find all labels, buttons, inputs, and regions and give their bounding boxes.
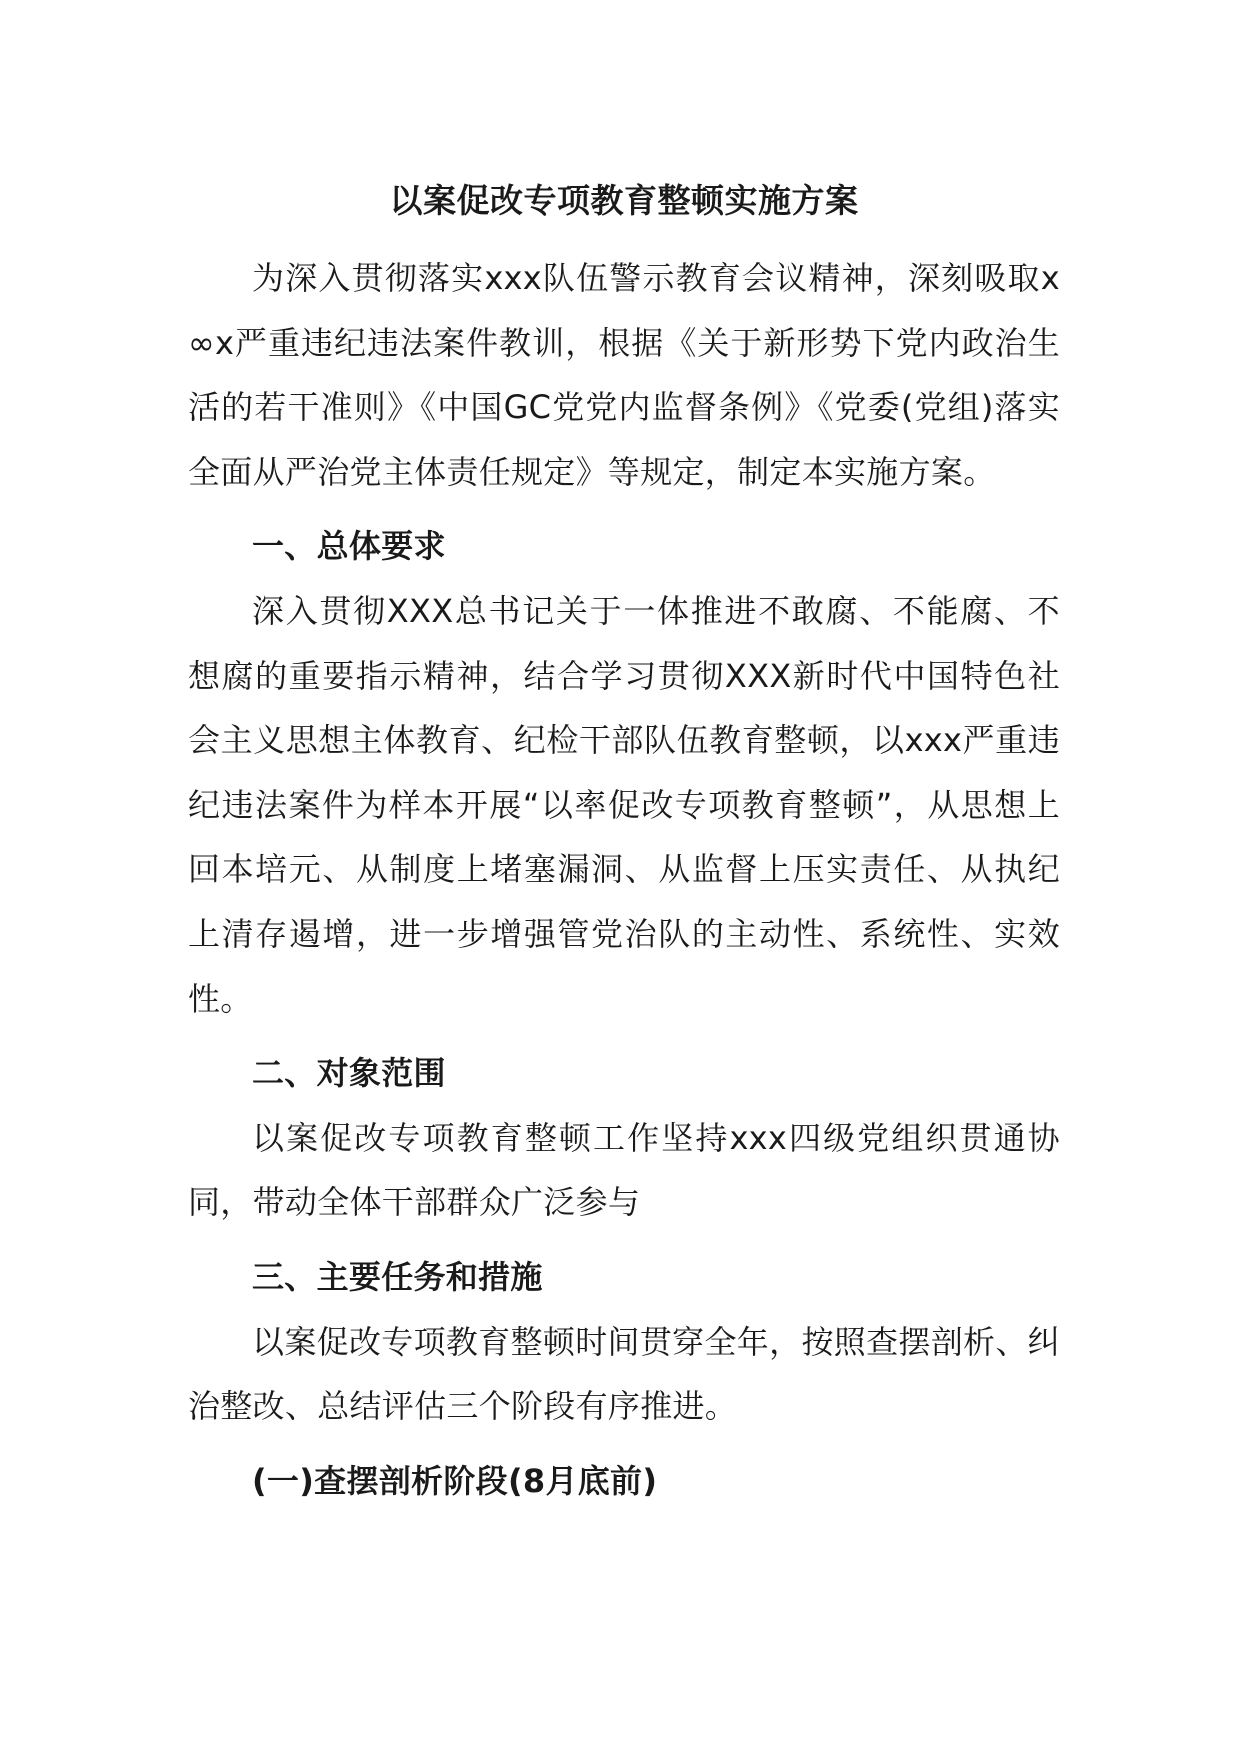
subsection-heading-stage-one: (一)查摆剖析阶段(8月底前) [252, 1461, 658, 1500]
document-body [188, 170, 1060, 1513]
intro-paragraph: 为深入贯彻落实xxx队伍警示教育会议精神，深刻吸取x∞x严重违纪违法案件教训，根据《关于新形势下党内政治生活的若干准则》《中国GC党党内监督条例》《党委(党组)落实全面从严治党主体责任规定》等规定，制定本实施方案。 [188, 259, 1060, 491]
section-paragraph-general-requirements: 深入贯彻XXX总书记关于一体推进不敢腐、不能腐、不想腐的重要指示精神，结合学习贯彻XXX新时代中国特色社会主义思想主体教育、纪检干部队伍教育整顿，以xxx严重违纪违法案件为样本开展“以率促改专项教育整顿”，从思想上回本培元、从制度上堵塞漏洞、从监督上压实责任、从执纪上清存遏增，进一步增强管党治队的主动性、系统性、实效性。 [188, 591, 1060, 1018]
document-title: 以案促改专项教育整顿实施方案 [389, 181, 859, 220]
section-paragraph-scope: 以案促改专项教育整顿工作坚持xxx四级党组织贯通协同，带动全体干部群众广泛参与 [188, 1118, 1060, 1222]
section-heading-general-requirements: 一、总体要求 [252, 527, 446, 566]
section-heading-scope: 二、对象范围 [252, 1054, 446, 1093]
section-paragraph-tasks-measures: 以案促改专项教育整顿时间贯穿全年，按照查摆剖析、纠治整改、总结评估三个阶段有序推进。 [188, 1322, 1060, 1426]
section-heading-tasks-measures: 三、主要任务和措施 [252, 1257, 543, 1296]
